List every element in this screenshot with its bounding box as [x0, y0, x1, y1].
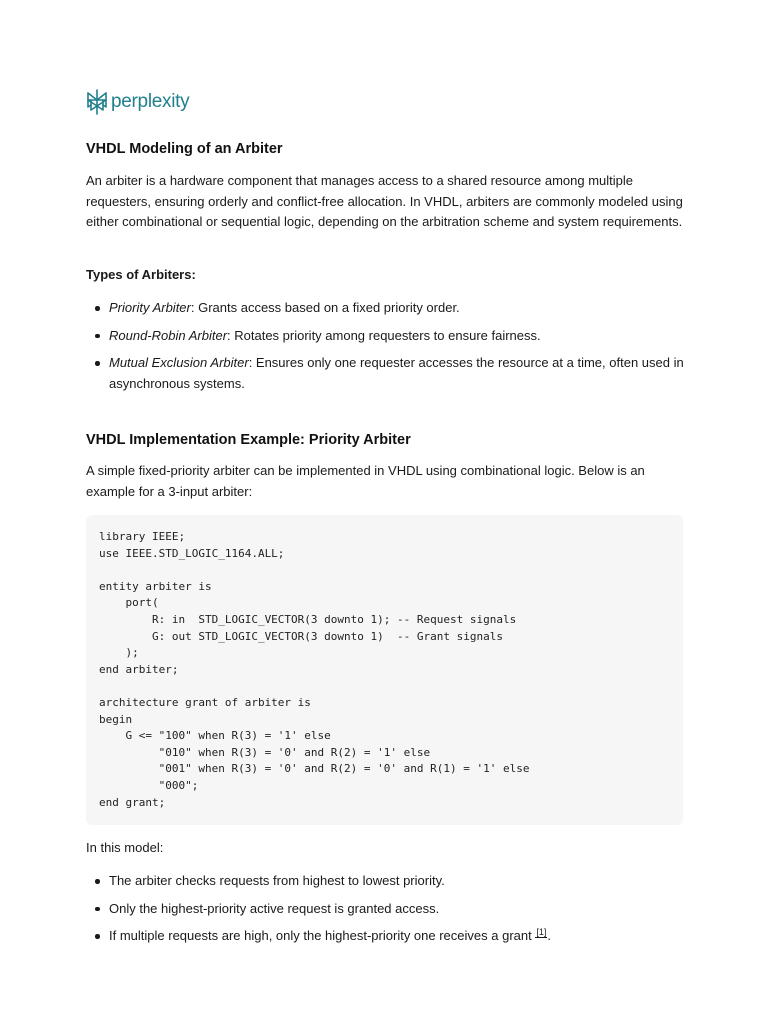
code-content[interactable]: library IEEE; use IEEE.STD_LOGIC_1164.ALL; entity arbiter is port( R: in STD_LOGIC_VECTOR(3 downto 1); -- Request signals G: out STD_LOGIC_VECTOR(3 downto 1) -- Grant signals ); end arbiter; architecture grant of arbiter is begin G <= "100" when R(3) = '1' else "010" when R(3) = '0' and R(2) = '1' else "001" when R(3) = '0' and R(2) = '0' and R(1) = '1' else "000"; end grant; — [99, 530, 530, 809]
logo-wordmark: perplexity — [111, 91, 190, 112]
types-label: Types of Arbiters: — [86, 267, 196, 282]
list-item: The arbiter checks requests from highest to lowest priority. — [86, 871, 684, 892]
model-list — [86, 871, 684, 954]
model-label: In this model: — [86, 840, 164, 855]
intro-paragraph: An arbiter is a hardware component that manages access to a shared resource among multiple requesters, ensuring orderly and conflict-free allocation. In VHDL, arbiters are commonly modeled using either combinational or sequential logic, depending on the arbitration scheme and system requirements. — [86, 173, 683, 229]
list-item: Only the highest-priority active request is granted access. — [86, 899, 684, 920]
section-heading: VHDL Implementation Example: Priority Arbiter — [86, 432, 411, 448]
perplexity-logo[interactable] — [86, 89, 189, 115]
code-block[interactable] — [86, 515, 683, 825]
perplexity-logo-icon — [86, 89, 108, 115]
list-item: Mutual Exclusion Arbiter: Ensures only one requester accesses the resource at a time, often used in asynchronous systems. — [86, 353, 684, 394]
citation-link[interactable]: [1] — [536, 926, 547, 937]
list-item: Round-Robin Arbiter: Rotates priority among requesters to ensure fairness. — [86, 326, 684, 347]
types-list — [86, 298, 684, 401]
list-item: Priority Arbiter: Grants access based on a fixed priority order. — [86, 298, 684, 319]
list-item: If multiple requests are high, only the highest-priority one receives a grant [1]. — [86, 926, 684, 947]
page-title: VHDL Modeling of an Arbiter — [86, 141, 283, 157]
example-intro: A simple fixed-priority arbiter can be implemented in VHDL using combinational logic. Below is an example for a 3-input arbiter: — [86, 463, 645, 499]
